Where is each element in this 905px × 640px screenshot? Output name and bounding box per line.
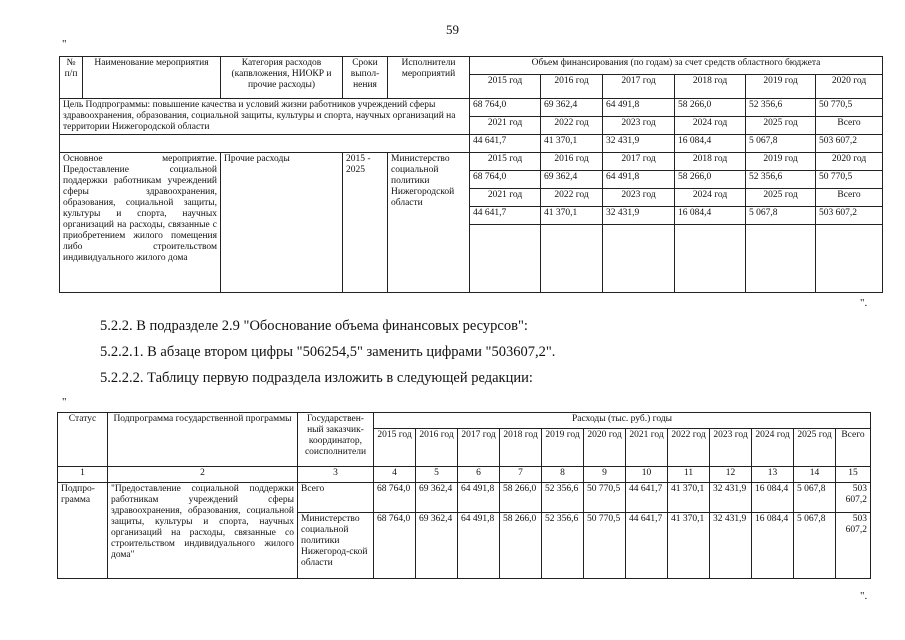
year-cell: 2023 год: [710, 429, 752, 467]
year-cell: 2021 год: [470, 189, 541, 207]
measure-category: Прочие расходы: [221, 153, 343, 293]
value-cell: 41 370,1: [541, 135, 603, 153]
empty-cell: [541, 225, 603, 293]
year-cell: 2019 год: [746, 75, 816, 99]
value-cell: 503 607,2: [836, 513, 871, 579]
year-cell: 2025 год: [746, 189, 816, 207]
year-cell: 2025 год: [746, 117, 816, 135]
empty-cell: [746, 225, 816, 293]
col-number: 11: [668, 467, 710, 483]
value-cell: 32 431,9: [603, 135, 675, 153]
year-cell: 2020 год: [584, 429, 626, 467]
header-category: Категория расходов (капвложения, НИОКР и прочие расходы): [221, 57, 343, 99]
goal-text: Цель Подпрограммы: повышение качества и условий жизни работников учреждений сферы здравоохранения, образования, социальной защиты, культуры и спорта, научных организаций на территории Нижегородской области: [60, 99, 470, 135]
quote-close-mark: ".: [860, 297, 868, 309]
col-number: 10: [626, 467, 668, 483]
empty-cell: [675, 225, 746, 293]
empty-cell: [816, 225, 883, 293]
col-number: 13: [752, 467, 794, 483]
value-cell: 44 641,7: [470, 207, 541, 225]
page-number: 59: [446, 22, 459, 37]
value-cell: 58 266,0: [675, 171, 746, 189]
paragraph: 5.2.2.1. В абзаце втором цифры "506254,5" заменить цифрами "503607,2".: [100, 344, 556, 360]
year-cell: 2024 год: [675, 189, 746, 207]
year-cell: 2017 год: [603, 75, 675, 99]
value-cell: 69 362,4: [416, 513, 458, 579]
year-cell: 2017 год: [603, 153, 675, 171]
value-cell: 68 764,0: [374, 513, 416, 579]
col-number: 15: [836, 467, 871, 483]
status-cell: Подпро-грамма: [58, 483, 108, 579]
row-label: Всего: [298, 483, 374, 513]
value-cell: 64 491,8: [458, 513, 500, 579]
col-number: 4: [374, 467, 416, 483]
year-cell: 2021 год: [626, 429, 668, 467]
value-cell: 5 067,8: [794, 513, 836, 579]
year-cell: 2023 год: [603, 189, 675, 207]
value-cell: 58 266,0: [500, 483, 542, 513]
value-cell: 16 084,4: [752, 483, 794, 513]
value-cell: 50 770,5: [584, 513, 626, 579]
year-cell: Всего: [816, 189, 883, 207]
value-cell: 68 764,0: [374, 483, 416, 513]
year-cell: 2019 год: [542, 429, 584, 467]
value-cell: 41 370,1: [541, 207, 603, 225]
value-cell: 50 770,5: [816, 99, 883, 117]
quote-open-mark: ": [62, 396, 67, 408]
measure-terms: 2015 - 2025: [343, 153, 388, 293]
value-cell: 52 356,6: [746, 99, 816, 117]
value-cell: 64 491,8: [458, 483, 500, 513]
value-cell: 503 607,2: [816, 207, 883, 225]
year-cell: 2017 год: [458, 429, 500, 467]
col-number: 1: [58, 467, 108, 483]
row-label: Министерство социальной политики Нижегород-ской области: [298, 513, 374, 579]
measure-executor: Министерство социальной политики Нижегородской области: [388, 153, 470, 293]
year-cell: 2020 год: [816, 75, 883, 99]
year-cell: 2018 год: [675, 75, 746, 99]
header-num: № п/п: [60, 57, 83, 99]
value-cell: 503 607,2: [816, 135, 883, 153]
value-cell: 32 431,9: [710, 513, 752, 579]
program-name: "Предоставление социальной поддержки работникам учреждений сферы здравоохранения, образования, социальной защиты, культуры и спорта, научных организаций на расходы, связанные со строительством индивидуального жилого дома": [108, 483, 298, 579]
header-status: Статус: [58, 413, 108, 467]
value-cell: 16 084,4: [675, 135, 746, 153]
empty-cell: [470, 225, 541, 293]
value-cell: 41 370,1: [668, 483, 710, 513]
header-executors: Исполнители мероприятий: [388, 57, 470, 99]
year-cell: 2018 год: [675, 153, 746, 171]
value-cell: 16 084,4: [675, 207, 746, 225]
col-number: 12: [710, 467, 752, 483]
value-cell: 64 491,8: [603, 99, 675, 117]
year-cell: 2016 год: [541, 153, 603, 171]
year-cell: 2023 год: [603, 117, 675, 135]
value-cell: 16 084,4: [752, 513, 794, 579]
col-number: 5: [416, 467, 458, 483]
value-cell: 503 607,2: [836, 483, 871, 513]
value-cell: 44 641,7: [626, 513, 668, 579]
year-cell: 2015 год: [470, 75, 541, 99]
value-cell: 52 356,6: [542, 483, 584, 513]
col-number: 3: [298, 467, 374, 483]
header-name: Наименование мероприятия: [83, 57, 221, 99]
value-cell: 41 370,1: [668, 513, 710, 579]
value-cell: 58 266,0: [500, 513, 542, 579]
value-cell: 50 770,5: [584, 483, 626, 513]
col-number: 7: [500, 467, 542, 483]
col-number: 2: [108, 467, 298, 483]
quote-close-mark: ".: [860, 590, 868, 602]
value-cell: 44 641,7: [626, 483, 668, 513]
year-cell: 2024 год: [752, 429, 794, 467]
col-number: 8: [542, 467, 584, 483]
value-cell: 5 067,8: [746, 135, 816, 153]
quote-open-mark: ": [62, 38, 67, 50]
col-number: 9: [584, 467, 626, 483]
year-cell: 2020 год: [816, 153, 883, 171]
year-cell: 2015 год: [470, 153, 541, 171]
year-cell: 2016 год: [541, 75, 603, 99]
funding-table: [59, 56, 883, 293]
measure-name: Основное мероприятие. Предоставление социальной поддержки работникам учреждений сферы здравоохранения, образования, социальной защиты, культуры и спорта, научных организаций на расходы, связанные с приобретением жилого помещения либо строительством индивидуального жилого дома: [60, 153, 221, 293]
col-number: 14: [794, 467, 836, 483]
year-cell: 2021 год: [470, 117, 541, 135]
value-cell: 68 764,0: [470, 171, 541, 189]
value-cell: 32 431,9: [603, 207, 675, 225]
year-cell: 2022 год: [541, 117, 603, 135]
value-cell: 44 641,7: [470, 135, 541, 153]
paragraph: 5.2.2.2. Таблицу первую подраздела изложить в следующей редакции:: [100, 370, 533, 386]
col-number: 6: [458, 467, 500, 483]
value-cell: 32 431,9: [710, 483, 752, 513]
year-cell: 2018 год: [500, 429, 542, 467]
year-cell: 2025 год: [794, 429, 836, 467]
value-cell: 52 356,6: [746, 171, 816, 189]
value-cell: 5 067,8: [794, 483, 836, 513]
value-cell: 58 266,0: [675, 99, 746, 117]
value-cell: 50 770,5: [816, 171, 883, 189]
year-cell: 2016 год: [416, 429, 458, 467]
header-terms: Сроки выпол-нения: [343, 57, 388, 99]
paragraph: 5.2.2. В подразделе 2.9 "Обоснование объема финансовых ресурсов":: [100, 318, 528, 334]
value-cell: 69 362,4: [541, 99, 603, 117]
value-cell: 52 356,6: [542, 513, 584, 579]
year-cell: 2022 год: [541, 189, 603, 207]
year-cell: 2019 год: [746, 153, 816, 171]
expenses-table: [57, 412, 871, 579]
value-cell: 64 491,8: [603, 171, 675, 189]
year-cell: 2024 год: [675, 117, 746, 135]
header-customer: Государствен-ный заказчик-координатор, соисполнители: [298, 413, 374, 467]
empty-cell: [60, 135, 470, 153]
value-cell: 69 362,4: [416, 483, 458, 513]
header-funding: Объем финансирования (по годам) за счет средств областного бюджета: [470, 57, 883, 75]
year-cell: Всего: [816, 117, 883, 135]
value-cell: 68 764,0: [470, 99, 541, 117]
table-row: [58, 483, 871, 513]
year-cell: 2022 год: [668, 429, 710, 467]
header-expenses: Расходы (тыс. руб.) годы: [374, 413, 871, 429]
year-cell: 2015 год: [374, 429, 416, 467]
empty-cell: [603, 225, 675, 293]
header-program: Подпрограмма государственной программы: [108, 413, 298, 467]
value-cell: 5 067,8: [746, 207, 816, 225]
value-cell: 69 362,4: [541, 171, 603, 189]
year-cell: Всего: [836, 429, 871, 467]
